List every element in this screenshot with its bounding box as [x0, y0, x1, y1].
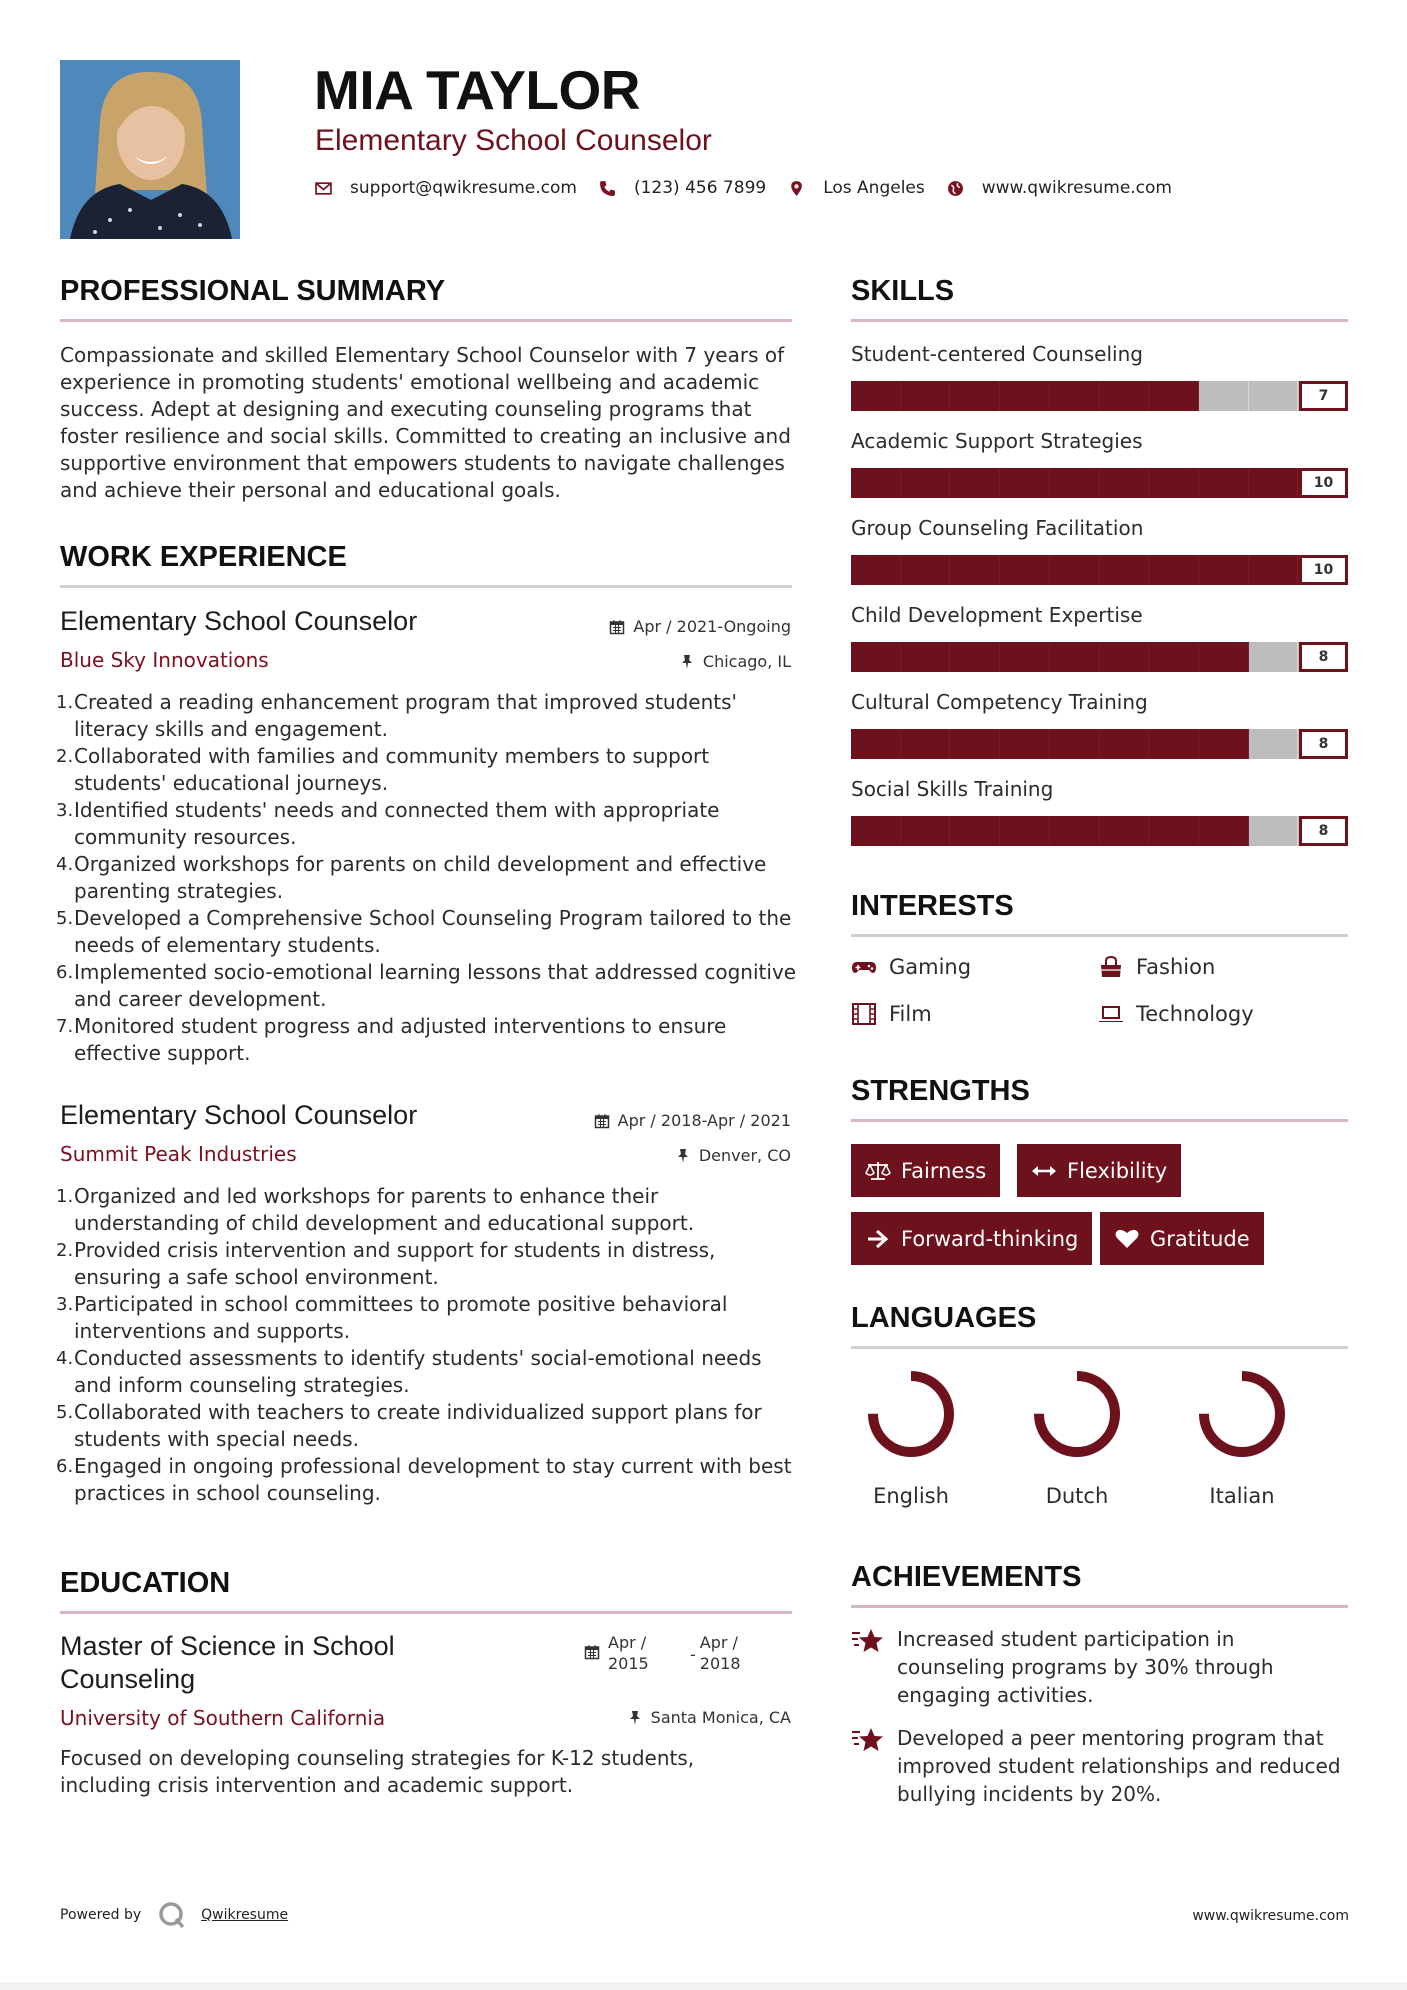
skill-level-bar	[851, 729, 1348, 759]
skill-name: Student-centered Counseling	[851, 342, 1143, 366]
skill-segment-empty	[1249, 642, 1299, 672]
skill-segment-filled	[1100, 816, 1150, 846]
interests-divider	[851, 934, 1348, 937]
education-divider	[60, 1611, 792, 1614]
list-item	[56, 1013, 801, 1067]
list-number: 3.	[56, 800, 74, 821]
skill-segment-empty	[1199, 381, 1249, 411]
skill-segment-filled	[1000, 729, 1050, 759]
profile-photo	[60, 60, 240, 239]
job-duties-list	[56, 689, 801, 1067]
calendar-icon	[584, 1644, 600, 1660]
list-number: 6.	[56, 962, 74, 983]
skill-segment-filled	[851, 381, 901, 411]
experience-heading: WORK EXPERIENCE	[60, 541, 347, 573]
skill-segment-filled	[1249, 555, 1299, 585]
list-item-text: Organized and led workshops for parents to enhance their understanding of child development and educational support.	[74, 1184, 695, 1235]
job-title: Elementary School Counselor	[60, 1100, 418, 1130]
candidate-name: MIA TAYLOR	[314, 59, 641, 121]
job-dates	[609, 617, 791, 636]
list-item	[56, 1453, 801, 1507]
list-item	[56, 1237, 801, 1291]
list-item	[56, 1183, 801, 1237]
interest-label: Film	[889, 1002, 932, 1026]
language-level-arc	[873, 1376, 949, 1452]
list-item-text: Created a reading enhancement program that improved students' literacy skills and engagement.	[74, 690, 738, 741]
language-name: English	[873, 1484, 949, 1508]
contact-website[interactable]	[947, 178, 1172, 198]
balance-scale-icon	[865, 1160, 891, 1182]
summary-divider	[60, 319, 792, 322]
education-date-start: Apr / 2015	[608, 1633, 649, 1673]
skill-segment-filled	[1000, 816, 1050, 846]
gamepad-icon	[851, 956, 877, 978]
achievement-text: Developed a peer mentoring program that improved student relationships and reduced bullying incidents by 20%.	[897, 1726, 1341, 1806]
list-number: 1.	[56, 1186, 74, 1207]
education-date-end: Apr / 2018	[699, 1633, 741, 1673]
list-number: 6.	[56, 1456, 74, 1477]
job-location-text: Denver, CO	[698, 1146, 791, 1165]
list-number: 5.	[56, 1402, 74, 1423]
skill-segment-filled	[1000, 555, 1050, 585]
list-number: 2.	[56, 1240, 74, 1261]
arrow-right-icon	[865, 1228, 891, 1250]
skill-segment-filled	[1000, 468, 1050, 498]
list-item	[56, 743, 801, 797]
skill-segment-filled	[1249, 468, 1299, 498]
interest-label: Technology	[1136, 1002, 1254, 1026]
language-name: Italian	[1209, 1484, 1275, 1508]
job-company: Summit Peak Industries	[60, 1142, 297, 1166]
skill-level-badge: 7	[1299, 381, 1348, 411]
language-item	[851, 1366, 971, 1508]
contact-phone[interactable]	[599, 178, 766, 198]
job-dates-text: Apr / 2018-Apr / 2021	[617, 1111, 791, 1130]
map-marker-icon	[788, 180, 805, 197]
language-level-arc	[1039, 1376, 1115, 1452]
pin-icon	[679, 654, 695, 670]
skill-segment-filled	[851, 642, 901, 672]
contact-location-text: Los Angeles	[823, 178, 925, 198]
achievements-heading: ACHIEVEMENTS	[851, 1561, 1082, 1593]
achievements-divider	[851, 1605, 1348, 1608]
job-company: Blue Sky Innovations	[60, 648, 269, 672]
skill-level-badge: 8	[1299, 816, 1348, 846]
skill-segment-filled	[1149, 729, 1199, 759]
skill-segment-filled	[1199, 642, 1249, 672]
skill-level-badge: 10	[1299, 555, 1348, 585]
language-item	[1182, 1366, 1302, 1508]
skill-segment-filled	[1199, 468, 1249, 498]
language-level-ring	[1194, 1366, 1290, 1462]
list-item	[56, 1345, 801, 1399]
skill-level-bar	[851, 555, 1348, 585]
skill-segment-filled	[901, 816, 951, 846]
skill-segment-empty	[1249, 816, 1299, 846]
laptop-icon	[1098, 1003, 1124, 1025]
list-item	[56, 689, 801, 743]
footer-powered-by	[60, 1900, 288, 1930]
skill-segment-filled	[950, 381, 1000, 411]
strength-tag	[1017, 1144, 1181, 1197]
qwikresume-logo-icon	[157, 1900, 187, 1930]
skill-segment-filled	[1100, 729, 1150, 759]
star-award-icon	[851, 1726, 885, 1754]
list-item-text: Developed a Comprehensive School Counseling Program tailored to the needs of elementary students.	[74, 906, 792, 957]
calendar-icon	[609, 619, 625, 635]
skill-segment-filled	[901, 381, 951, 411]
skill-name: Cultural Competency Training	[851, 690, 1148, 714]
list-number: 1.	[56, 692, 74, 713]
job-location-text: Chicago, IL	[702, 652, 791, 671]
contact-location	[788, 178, 925, 198]
skill-segment-empty	[1249, 381, 1299, 411]
list-item	[56, 905, 801, 959]
skill-segment-filled	[950, 816, 1000, 846]
language-level-arc	[1204, 1376, 1280, 1452]
strengths-heading: STRENGTHS	[851, 1075, 1030, 1107]
language-item	[1017, 1366, 1137, 1508]
skill-segment-filled	[1149, 468, 1199, 498]
skill-level-bar	[851, 381, 1348, 411]
page-bottom-strip	[0, 1982, 1407, 1990]
skills-divider	[851, 319, 1348, 322]
pin-icon	[675, 1148, 691, 1164]
skill-segment-filled	[1050, 729, 1100, 759]
skill-segment-filled	[950, 642, 1000, 672]
skill-segment-filled	[1149, 642, 1199, 672]
brand-link[interactable]: Qwikresume	[201, 1907, 289, 1923]
skill-segment-filled	[1100, 555, 1150, 585]
job-location	[679, 652, 791, 671]
skill-segment-filled	[1199, 816, 1249, 846]
education-date-separator: -	[690, 1645, 696, 1664]
candidate-title: Elementary School Counselor	[315, 124, 712, 157]
list-number: 4.	[56, 854, 74, 875]
list-number: 7.	[56, 1016, 74, 1037]
list-item-text: Conducted assessments to identify students' social-emotional needs and inform counseling strategies.	[74, 1346, 762, 1397]
language-name: Dutch	[1045, 1484, 1109, 1508]
skill-segment-empty	[1249, 729, 1299, 759]
language-level-ring	[1029, 1366, 1125, 1462]
skill-name: Academic Support Strategies	[851, 429, 1143, 453]
strength-tag	[851, 1212, 1092, 1265]
list-item	[56, 797, 801, 851]
skill-segment-filled	[1000, 642, 1050, 672]
skill-name: Child Development Expertise	[851, 603, 1143, 627]
skill-segment-filled	[1100, 381, 1150, 411]
skill-segment-filled	[851, 468, 901, 498]
job-dates-text: Apr / 2021-Ongoing	[633, 617, 791, 636]
interest-item	[1098, 1002, 1254, 1026]
skill-name: Social Skills Training	[851, 777, 1054, 801]
skill-segment-filled	[950, 468, 1000, 498]
skills-heading: SKILLS	[851, 275, 955, 307]
shopping-bag-icon	[1098, 956, 1124, 978]
skill-segment-filled	[1149, 816, 1199, 846]
skill-segment-filled	[1050, 642, 1100, 672]
strength-tag	[1100, 1212, 1264, 1265]
skill-level-bar	[851, 816, 1348, 846]
list-item	[56, 959, 801, 1013]
strength-label: Fairness	[901, 1158, 987, 1183]
powered-by-text: Powered by	[60, 1907, 142, 1923]
job-duties-list	[56, 1183, 801, 1507]
interest-item	[1098, 955, 1215, 979]
education-location	[627, 1708, 791, 1727]
skill-segment-filled	[1050, 555, 1100, 585]
skill-level-bar	[851, 468, 1348, 498]
contact-email[interactable]	[315, 178, 577, 198]
film-icon	[851, 1003, 877, 1025]
interest-label: Fashion	[1136, 955, 1216, 979]
list-item-text: Organized workshops for parents on child development and effective parenting strategies.	[74, 852, 767, 903]
list-item-text: Collaborated with families and community members to support students' educational journeys.	[74, 744, 710, 795]
achievement-text: Increased student participation in counseling programs by 30% through engaging activities.	[897, 1627, 1274, 1707]
list-item	[56, 1399, 801, 1453]
skill-level-badge: 8	[1299, 642, 1348, 672]
footer-url[interactable]: www.qwikresume.com	[1192, 1908, 1349, 1924]
experience-divider	[60, 585, 792, 588]
calendar-icon	[594, 1113, 610, 1129]
list-item-text: Implemented socio-emotional learning lessons that addressed cognitive and career development.	[74, 960, 797, 1011]
strength-label: Gratitude	[1150, 1226, 1250, 1251]
interest-label: Gaming	[889, 955, 972, 979]
language-level-ring	[863, 1366, 959, 1462]
skill-segment-filled	[901, 468, 951, 498]
interest-item	[851, 1002, 932, 1026]
job-location	[675, 1146, 791, 1165]
list-number: 4.	[56, 1348, 74, 1369]
skill-segment-filled	[901, 642, 951, 672]
education-dates	[584, 1632, 754, 1674]
contact-bar	[315, 178, 1194, 198]
list-item	[56, 851, 801, 905]
contact-email-text: support@qwikresume.com	[350, 178, 577, 198]
skill-segment-filled	[901, 555, 951, 585]
skill-segment-filled	[1149, 555, 1199, 585]
skill-segment-filled	[1050, 381, 1100, 411]
skill-segment-filled	[1149, 381, 1199, 411]
skill-segment-filled	[851, 555, 901, 585]
job-dates	[594, 1111, 791, 1130]
pin-icon	[627, 1710, 643, 1726]
education-heading: EDUCATION	[60, 1567, 231, 1599]
skill-level-badge: 8	[1299, 729, 1348, 759]
skill-segment-filled	[901, 729, 951, 759]
strength-label: Flexibility	[1067, 1158, 1168, 1183]
interest-item	[851, 955, 971, 979]
achievement-item	[851, 1724, 1347, 1808]
interests-heading: INTERESTS	[851, 890, 1014, 922]
list-item	[56, 1291, 801, 1345]
skill-segment-filled	[950, 555, 1000, 585]
list-item-text: Provided crisis intervention and support for students in distress, ensuring a safe school environment.	[74, 1238, 716, 1289]
education-location-text: Santa Monica, CA	[650, 1708, 791, 1727]
contact-phone-text: (123) 456 7899	[633, 178, 767, 198]
globe-icon	[947, 180, 964, 197]
strengths-divider	[851, 1119, 1348, 1122]
school-name: University of Southern California	[60, 1706, 386, 1730]
summary-heading: PROFESSIONAL SUMMARY	[60, 275, 446, 307]
summary-text: Compassionate and skilled Elementary School Counselor with 7 years of experience in promoting students' emotional wellbeing and academic success. Adept at designing and executing counseling programs that foster resilience and social skills. Committed to creating an inclusive and supportive environment that empowers students to navigate challenges and achieve their personal and educational goals.	[60, 343, 791, 502]
skill-segment-filled	[1050, 816, 1100, 846]
contact-website-text: www.qwikresume.com	[981, 178, 1172, 198]
list-item-text: Engaged in ongoing professional development to stay current with best practices in school counseling.	[74, 1454, 792, 1505]
list-item-text: Participated in school committees to promote positive behavioral interventions and supports.	[74, 1292, 728, 1343]
list-number: 2.	[56, 746, 74, 767]
phone-icon	[599, 180, 616, 197]
skill-segment-filled	[851, 816, 901, 846]
strength-label: Forward-thinking	[901, 1226, 1079, 1251]
job-title: Elementary School Counselor	[60, 606, 418, 636]
list-item-text: Identified students' needs and connected them with appropriate community resources.	[74, 798, 720, 849]
languages-heading: LANGUAGES	[851, 1302, 1037, 1334]
skill-name: Group Counseling Facilitation	[851, 516, 1144, 540]
arrows-horizontal-icon	[1031, 1160, 1057, 1182]
list-number: 5.	[56, 908, 74, 929]
skill-level-badge: 10	[1299, 468, 1348, 498]
skill-segment-filled	[851, 729, 901, 759]
education-description: Focused on developing counseling strategies for K-12 students, including crisis intervention and academic support.	[60, 1746, 695, 1797]
skill-segment-filled	[1000, 381, 1050, 411]
list-item-text: Collaborated with teachers to create individualized support plans for students with special needs.	[74, 1400, 762, 1451]
skill-segment-filled	[950, 729, 1000, 759]
languages-divider	[851, 1346, 1348, 1349]
skill-segment-filled	[1199, 729, 1249, 759]
star-award-icon	[851, 1627, 885, 1655]
achievement-item	[851, 1625, 1347, 1709]
list-item-text: Monitored student progress and adjusted interventions to ensure effective support.	[74, 1014, 727, 1065]
skill-segment-filled	[1100, 642, 1150, 672]
list-number: 3.	[56, 1294, 74, 1315]
skill-level-bar	[851, 642, 1348, 672]
strength-tag	[851, 1144, 1000, 1197]
skill-segment-filled	[1199, 555, 1249, 585]
skill-segment-filled	[1100, 468, 1150, 498]
envelope-icon	[315, 180, 332, 197]
skill-segment-filled	[1050, 468, 1100, 498]
heart-icon	[1114, 1228, 1140, 1250]
degree-title: Master of Science in School Counseling	[60, 1631, 395, 1694]
